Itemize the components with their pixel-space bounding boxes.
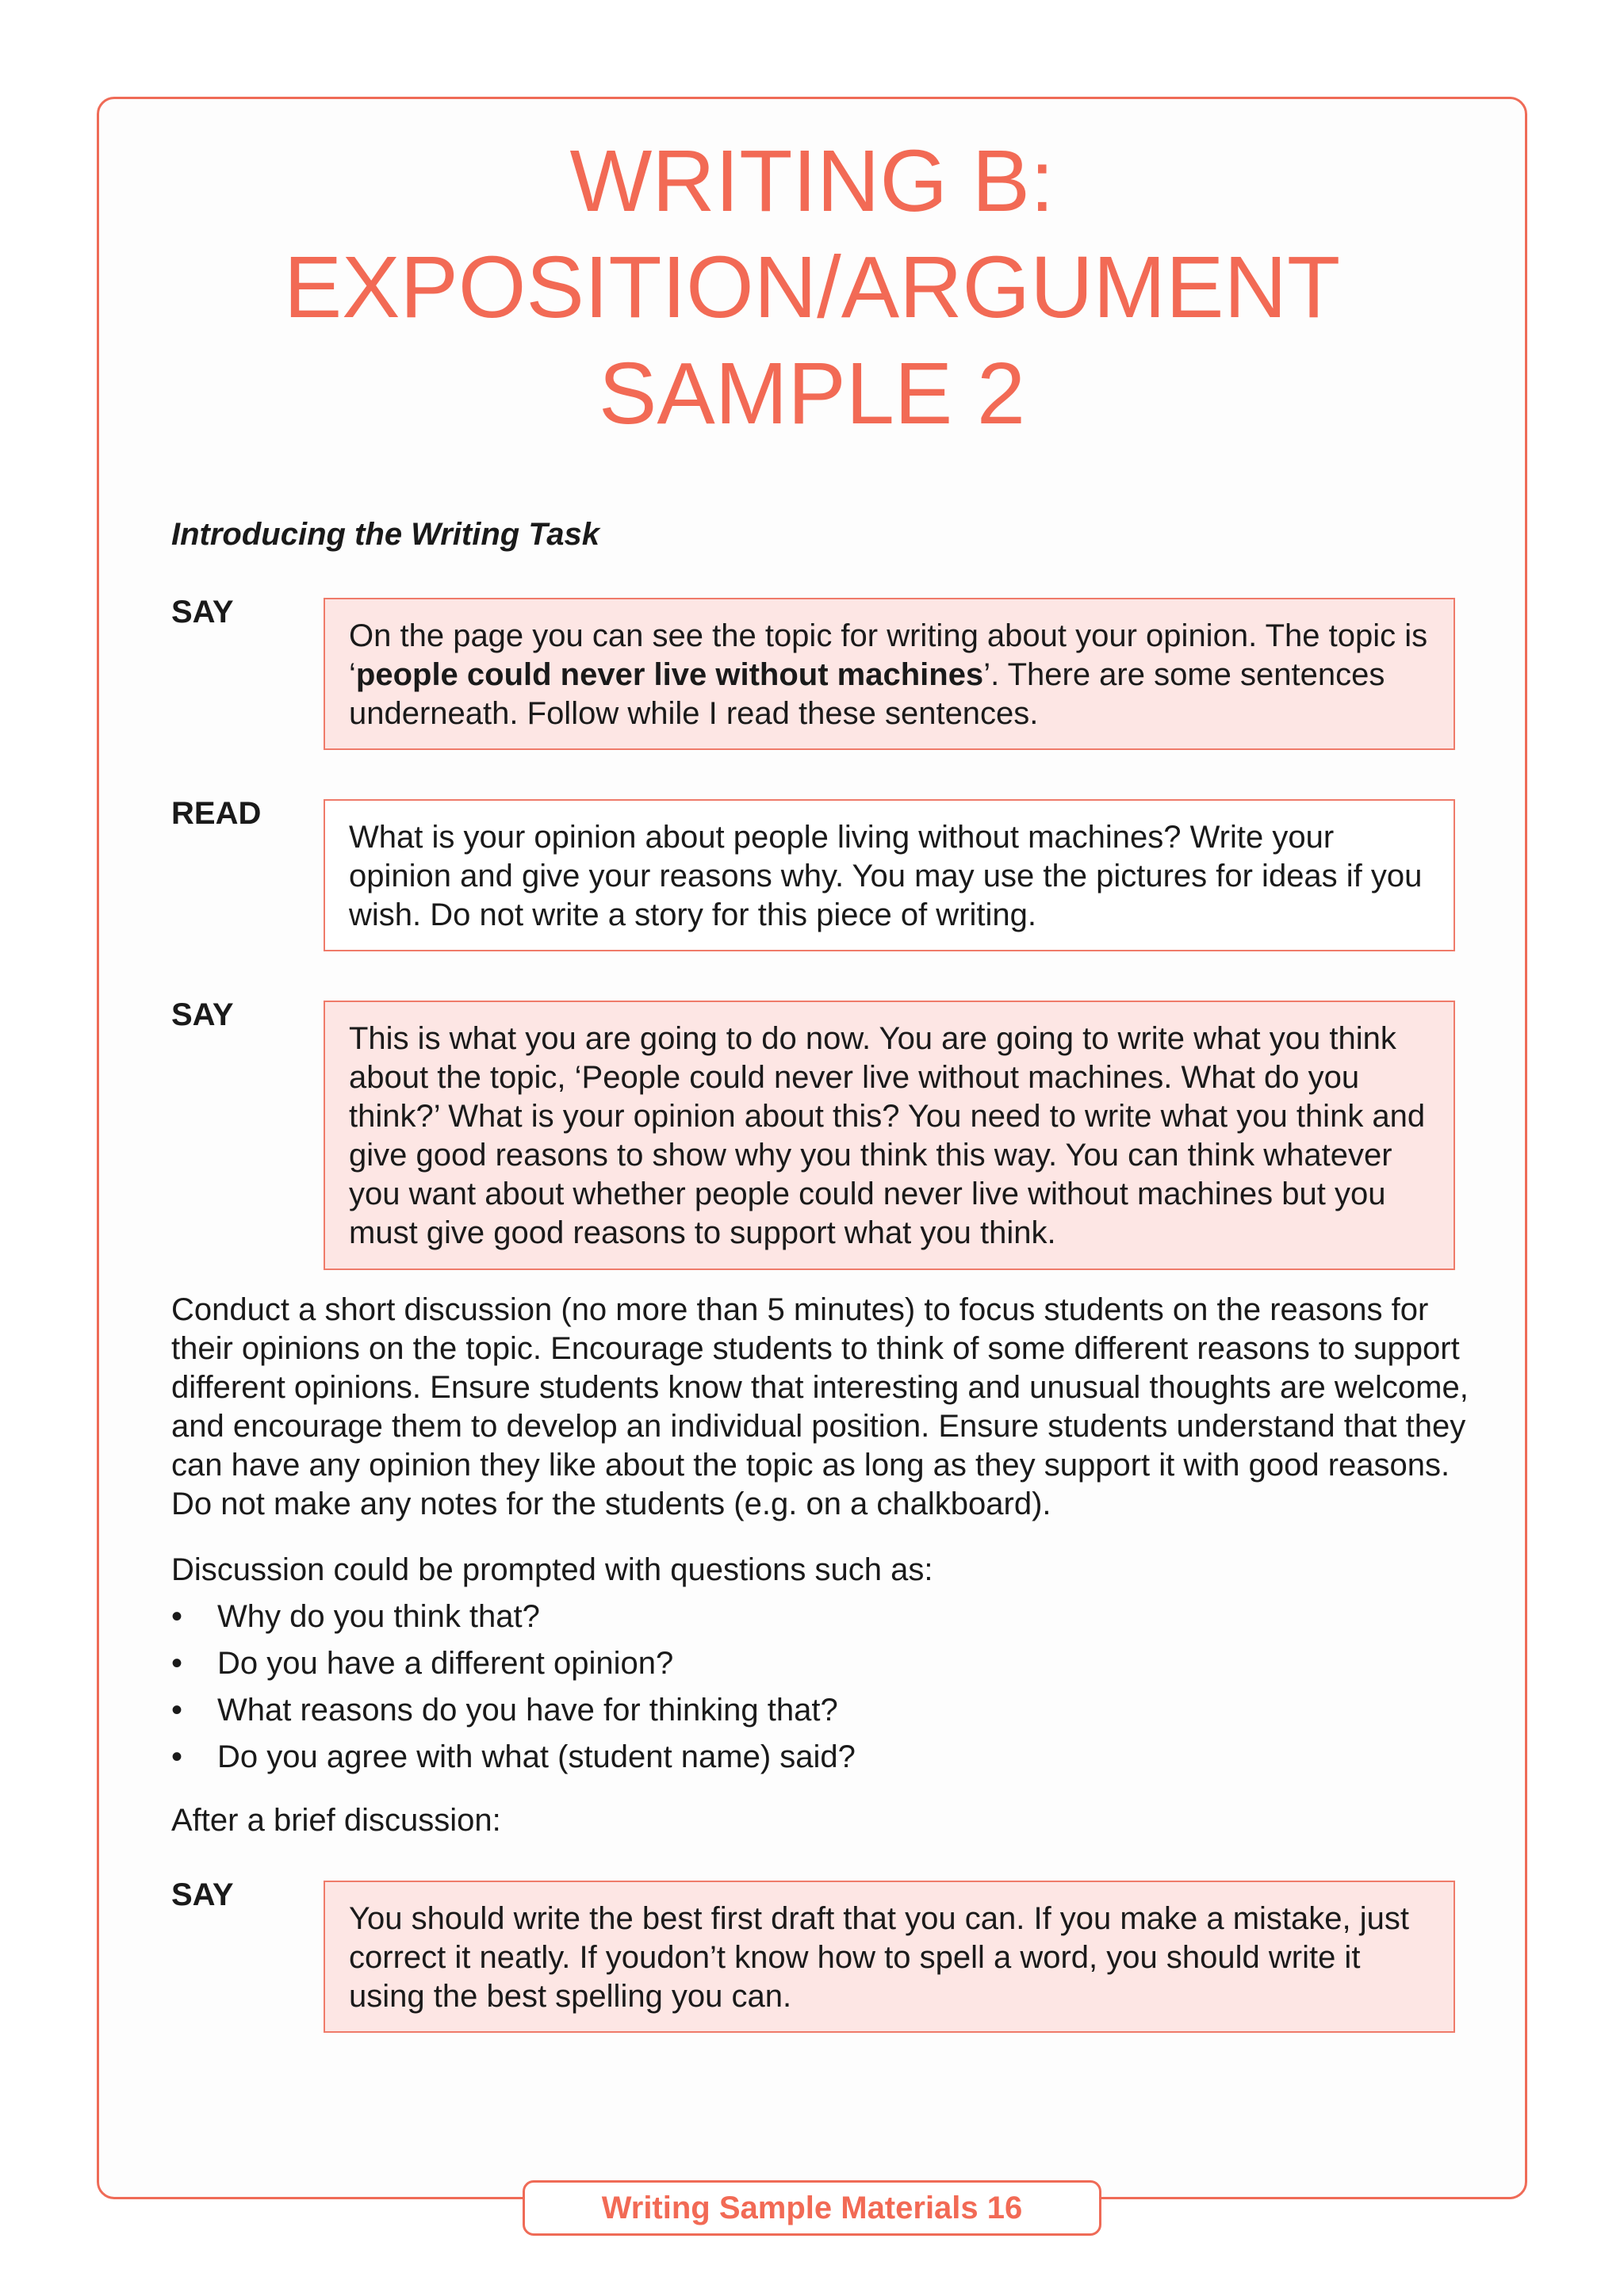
list-item: [171, 1734, 856, 1781]
read-box: [324, 799, 1455, 951]
say-box-2: [324, 1001, 1455, 1270]
prompt-intro: Discussion could be prompted with questions such as:: [171, 1552, 933, 1587]
question-text: Do you agree with what (student name) said?: [217, 1739, 856, 1774]
page-title: [0, 128, 1624, 447]
say-box-3: [324, 1881, 1455, 2033]
say-box-1: [324, 598, 1455, 750]
question-text: Why do you think that?: [217, 1599, 540, 1634]
say-label-3: SAY: [171, 1877, 234, 1912]
read-box-text: What is your opinion about people living without machines? Write your opinion and give your reasons why. You may use the pictures for ideas if you wish. Do not write a story for this piece of writing.: [349, 820, 1423, 932]
title-line-3: SAMPLE 2: [598, 345, 1026, 442]
say-box-1-text-b: ’. There are some sentences underneath. Follow while I read these sentences.: [349, 657, 1385, 731]
after-discussion: After a brief discussion:: [171, 1803, 501, 1838]
question-text: Do you have a different opinion?: [217, 1646, 674, 1681]
question-text: What reasons do you have for thinking that?: [217, 1693, 838, 1728]
topic-bold: people could never live without machines: [355, 657, 984, 692]
intro-heading: Introducing the Writing Task: [171, 517, 599, 552]
say-box-2-text: This is what you are going to do now. You are going to write what you think about the topic, ‘People could never live without machines. What do you think?’ What is your opinion about this? You need to write what you think and give good reasons to show why you think this way. You can think whatever you want about whether people could never live without machines but you must give good reasons to support what you think.: [349, 1021, 1426, 1250]
bullet-icon: •: [171, 1693, 183, 1728]
discussion-paragraph: Conduct a short discussion (no more than 5 minutes) to focus students on the reasons for their opinions on the topic. Encourage students to think of some different reasons to support different opinions. Ensure students know that interesting and unusual thoughts are welcome, and encourage them to develop an individual position. Ensure students understand that they can have any opinion they like about the topic as long as they support it with good reasons. Do not make any notes for the students (e.g. on a chalkboard).: [171, 1292, 1469, 1521]
say-label-1: SAY: [171, 595, 234, 629]
list-item: [171, 1640, 856, 1687]
bullet-icon: •: [171, 1646, 183, 1681]
bullet-icon: •: [171, 1739, 183, 1774]
list-item: [171, 1687, 856, 1734]
title-line-1: WRITING B:: [569, 132, 1055, 230]
bullet-icon: •: [171, 1599, 183, 1634]
question-list: [171, 1594, 856, 1781]
say-box-3-text: You should write the best first draft that you can. If you make a mistake, just correct it neatly. If youdon’t know how to spell a word, you should write it using the best spelling you can.: [349, 1901, 1409, 2014]
say-label-2: SAY: [171, 997, 234, 1032]
say-box-1-text-a: On the page you can see the topic for writing about your opinion. The topic is ‘: [349, 618, 1428, 692]
list-item: [171, 1594, 856, 1640]
page-footer: Writing Sample Materials 16: [523, 2180, 1101, 2236]
read-label: READ: [171, 796, 262, 831]
title-line-2: EXPOSITION/ARGUMENT: [283, 239, 1341, 336]
